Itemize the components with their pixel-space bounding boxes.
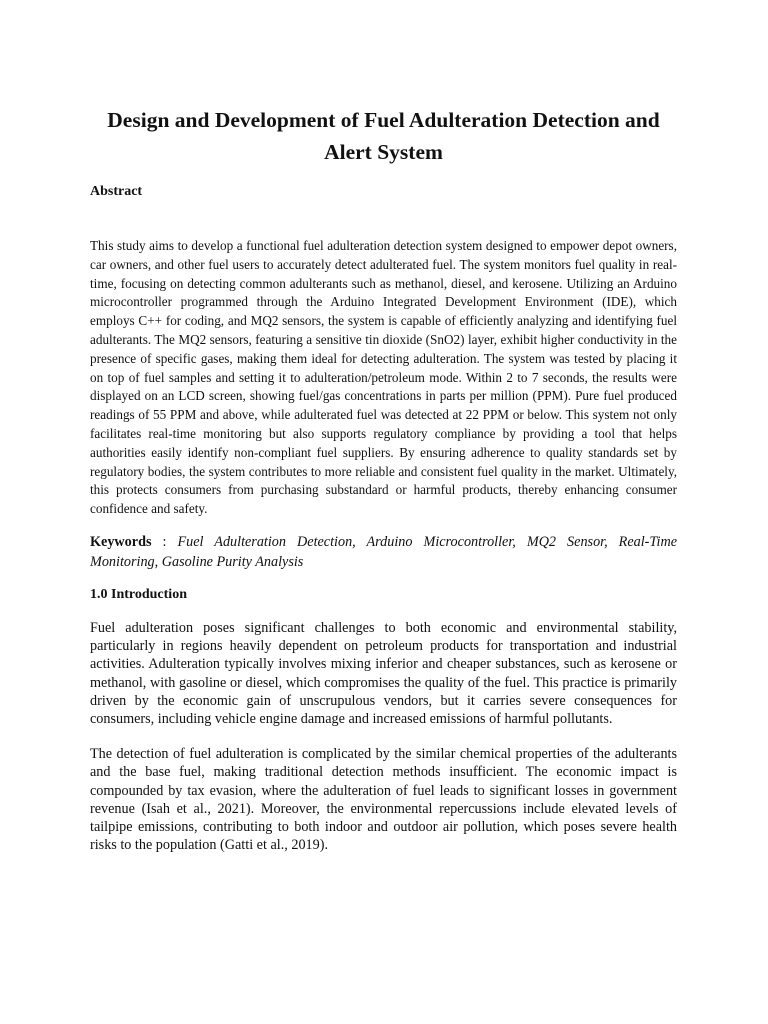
abstract-text: This study aims to develop a functional fuel adulteration detection system designed to empower depot owners, car owners, and other fuel users to accurately detect adulterated fuel. The system monitors fuel quality in real-time, focusing on detecting common adulterants such as methanol, diesel, and kerosene. Utilizing an Arduino microcontroller programmed through the Arduino Integrated Development Environment (IDE), which employs C++ for coding, and MQ2 sensors, the system is capable of efficiently analyzing and identifying fuel adulterants. The MQ2 sensors, featuring a sensitive tin dioxide (SnO2) layer, exhibit higher conductivity in the presence of specific gases, making them ideal for detecting adulteration. The system was tested by placing it on top of fuel samples and setting it to adulteration/petroleum mode. Within 2 to 7 seconds, the results were displayed on an LCD screen, showing fuel/gas concentrations in parts per million (PPM). Pure fuel produced readings of 55 PPM and above, while adulterated fuel was detected at 22 PPM or below. This system not only facilitates real-time monitoring but also supports regulatory compliance by providing a tool that helps authorities easily identify non-compliant fuel suppliers. By ensuring adherence to quality standards set by regulatory bodies, the system contributes to more reliable and consistent fuel quality in the market. Ultimately, this protects consumers from purchasing substandard or harmful products, thereby enhancing consumer confidence and safety. <box>90 238 677 517</box>
document-page <box>90 104 677 871</box>
abstract-heading: Abstract <box>90 184 143 199</box>
intro-paragraph: The detection of fuel adulteration is complicated by the similar chemical properties of the adulterants and the base fuel, making traditional detection methods insufficient. The economic impact is compounded by tax evasion, where the adulteration of fuel leads to significant losses in government revenue (Isah et al., 2021). Moreover, the environmental repercussions include elevated levels of tailpipe emissions, contributing to both indoor and outdoor air pollution, which poses severe health risks to the population (Gatti et al., 2019). <box>90 746 677 854</box>
paper-title: Design and Development of Fuel Adulteration Detection and Alert System <box>107 108 660 164</box>
section-heading-introduction: 1.0 Introduction <box>90 586 187 602</box>
intro-paragraph: Fuel adulteration poses significant challenges to both economic and environmental stability, particularly in regions heavily dependent on petroleum products for transportation and industrial activities. Adulteration typically involves mixing inferior and cheaper substances, such as kerosene or methanol, with gasoline or diesel, which compromises the quality of the fuel. This practice is primarily driven by the economic gain of unscrupulous vendors, but it carries severe consequences for consumers, including vehicle engine damage and increased emissions of harmful pollutants. <box>90 619 677 727</box>
keywords-list: Fuel Adulteration Detection, Arduino Microcontroller, MQ2 Sensor, Real-Time Monitoring, Gasoline Purity Analysis <box>90 533 677 570</box>
keywords-line <box>90 532 677 572</box>
keywords-label: Keywords <box>90 533 152 550</box>
keywords-separator: : <box>151 533 178 550</box>
